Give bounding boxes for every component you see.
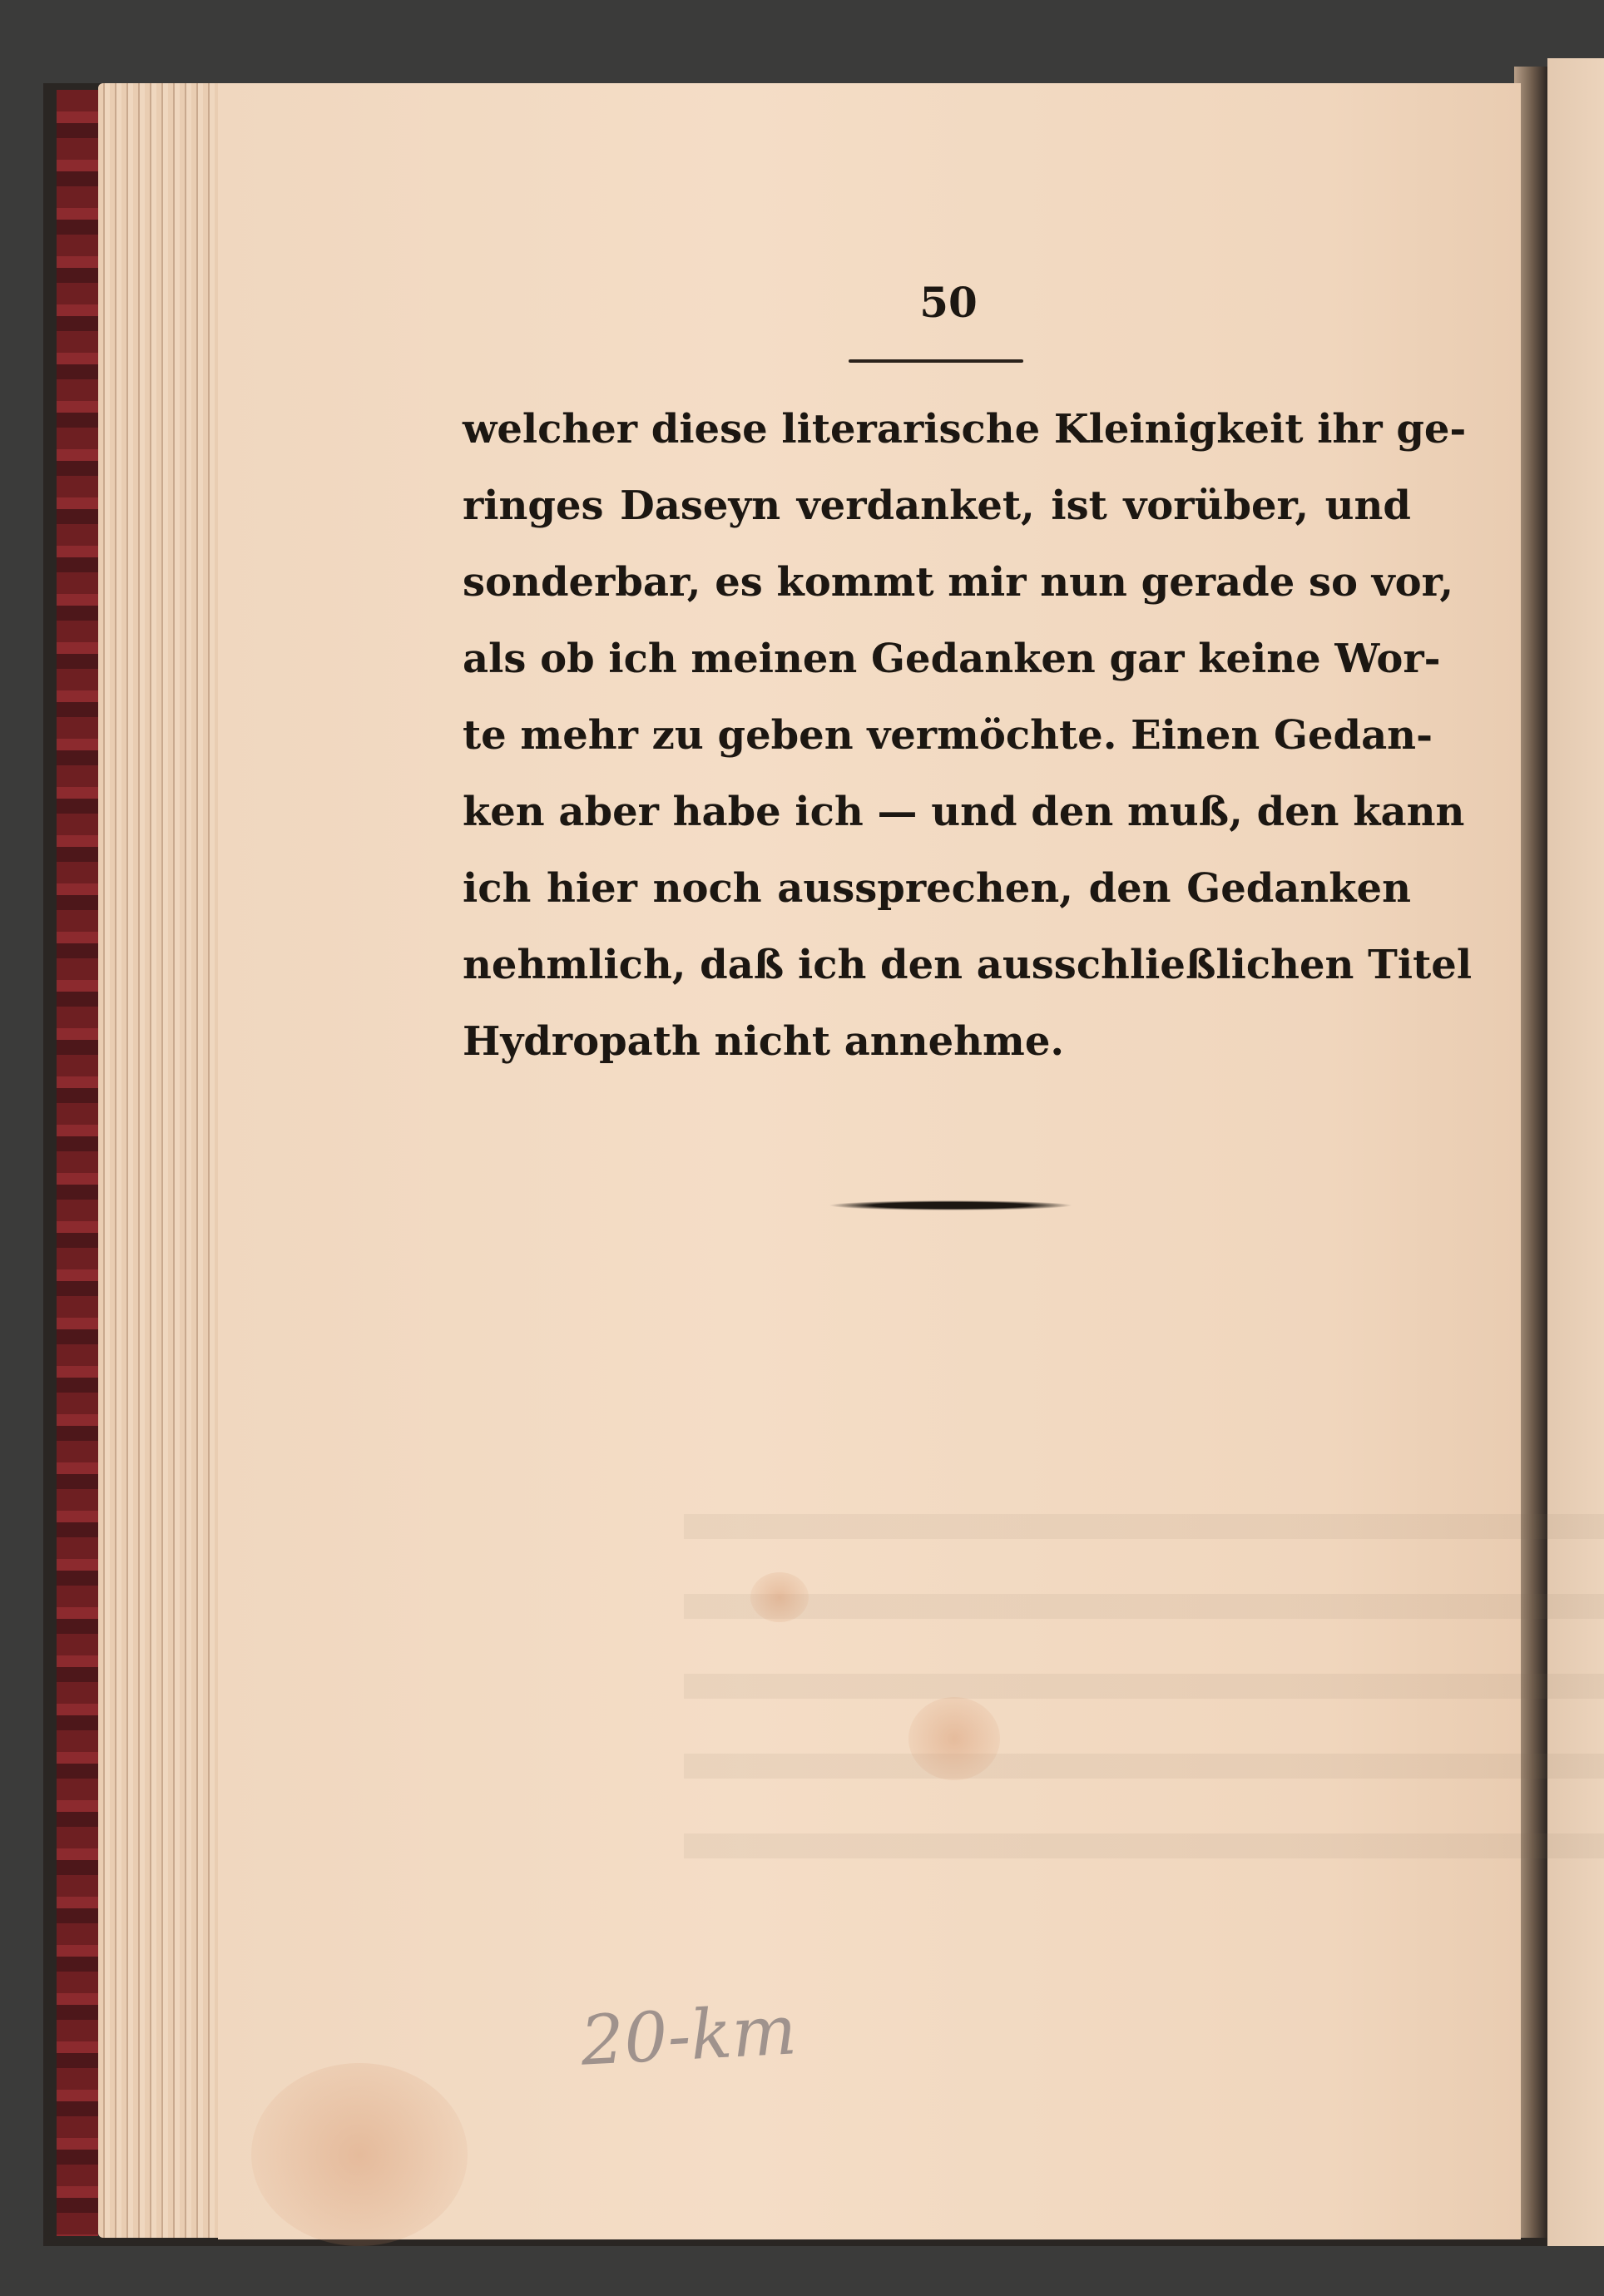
bleed-through-text xyxy=(684,1514,1604,1863)
text-line: als ob ich meinen Gedanken gar keine Wor- xyxy=(463,636,1441,682)
text-line: ich hier noch aussprechen, den Gedanken xyxy=(463,865,1411,912)
text-line: ringes Daseyn verdanket, ist vorüber, und xyxy=(463,482,1411,529)
end-ornament-rule xyxy=(828,1200,1073,1210)
pencil-annotation: 20-km xyxy=(578,1991,799,2081)
text-line: welcher diese literarische Kleinigkeit ihr ge- xyxy=(463,406,1467,453)
foxing-stain xyxy=(251,2063,468,2246)
page-number: 50 xyxy=(919,278,978,327)
text-line: Hydropath nicht annehme. xyxy=(463,1018,1065,1065)
text-line: nehmlich, daß ich den ausschließlichen Titel xyxy=(463,942,1473,988)
text-line: sonderbar, es kommt mir nun gerade so vor, xyxy=(463,559,1454,606)
foxing-stain xyxy=(750,1572,809,1622)
text-line: te mehr zu geben vermöchte. Einen Gedan- xyxy=(463,712,1433,759)
book-spine-binding xyxy=(57,90,98,2236)
header-rule xyxy=(849,359,1023,363)
text-line: ken aber habe ich — und den muß, den kann xyxy=(463,789,1465,835)
foxing-stain xyxy=(908,1697,1000,1780)
facing-page-edge xyxy=(1547,58,1604,2246)
body-text xyxy=(463,391,1473,1080)
page-edges xyxy=(98,83,223,2238)
